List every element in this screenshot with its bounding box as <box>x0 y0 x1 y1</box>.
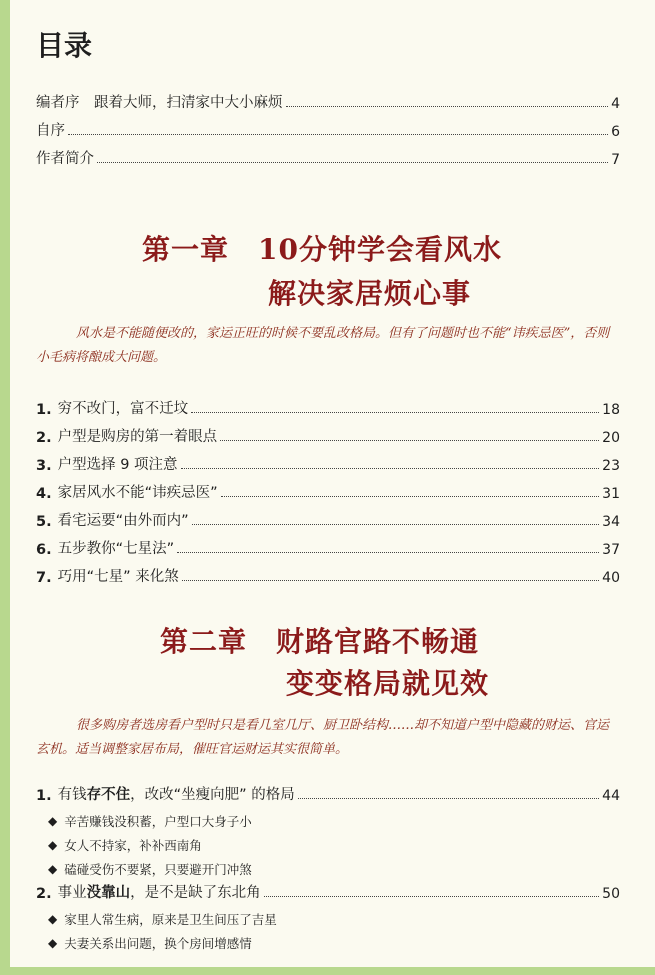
toc-entry[interactable] <box>36 452 620 474</box>
entry-number: 2. <box>36 886 52 902</box>
entry-page: 18 <box>602 402 620 418</box>
entry-label-post: ，改改“坐瘦向肥” 的格局 <box>130 787 295 803</box>
toc-entry[interactable] <box>36 424 620 446</box>
leader-dots <box>221 496 600 497</box>
entry-label: 编者序 跟着大师，扫清家中大小麻烦 <box>36 95 283 111</box>
entry-page: 4 <box>611 96 620 112</box>
entry-label-pre: 事业 <box>57 885 87 901</box>
entry-label-pre: 有钱 <box>57 787 87 803</box>
chapter1-title-line1: 第一章 10分钟学会看风水 <box>142 233 502 266</box>
diamond-bullet-icon: ◆ <box>48 862 58 876</box>
chapter1-title-line2: 解决家居烦心事 <box>268 277 472 310</box>
entry-page: 34 <box>602 514 620 530</box>
chapter2-title-line2: 变变格局就见效 <box>286 667 490 700</box>
toc-entry[interactable] <box>36 480 620 502</box>
sub-entry-label: 家里人常生病，原来是卫生间压了吉星 <box>64 912 277 927</box>
sub-entry-label: 女人不持家，补补西南角 <box>64 838 202 853</box>
entry-page: 44 <box>602 788 620 804</box>
toc-entry[interactable] <box>36 564 620 586</box>
leader-dots <box>298 798 599 799</box>
leader-dots <box>286 106 609 107</box>
toc-entry-author-bio[interactable] <box>36 146 620 168</box>
entry-label: 五步教你“七星法” <box>57 541 175 557</box>
entry-label: 作者简介 <box>36 151 94 167</box>
entry-label: 家居风水不能“讳疾忌医” <box>57 485 218 501</box>
chapter1-intro: 风水是不能随便改的，家运正旺的时候不要乱改格局。但有了问题时也不能“讳疾忌医”，否则小毛病将酿成大问题。 <box>36 326 610 365</box>
entry-number: 3. <box>36 458 52 474</box>
entry-label-post: ，是不是缺了东北角 <box>130 885 261 901</box>
leader-dots <box>191 412 599 413</box>
sub-entry[interactable] <box>48 910 277 928</box>
toc-entry-author-preface[interactable] <box>36 118 620 140</box>
sub-entry-label: 夫妻关系出问题，换个房间增感情 <box>64 936 252 951</box>
entry-label: 户型是购房的第一着眼点 <box>57 429 218 445</box>
entry-page: 31 <box>602 486 620 502</box>
diamond-bullet-icon: ◆ <box>48 814 58 828</box>
entry-page: 23 <box>602 458 620 474</box>
entry-page: 37 <box>602 542 620 558</box>
leader-dots <box>220 440 599 441</box>
entry-label-emphasis: 存不住 <box>86 787 131 803</box>
chapter2-intro: 很多购房者选房看户型时只是看几室几厅、厨卫卧结构……却不知道户型中隐藏的财运、官运玄机。适当调整家居布局，催旺官运财运其实很简单。 <box>36 718 610 757</box>
sub-entry[interactable] <box>48 934 252 952</box>
entry-page: 7 <box>611 152 620 168</box>
entry-label-emphasis: 没靠山 <box>86 885 131 901</box>
toc-entry[interactable] <box>36 782 620 804</box>
entry-label: 自序 <box>36 123 65 139</box>
entry-number: 1. <box>36 402 52 418</box>
leader-dots <box>97 162 608 163</box>
leader-dots <box>182 580 599 581</box>
toc-title: 目录 <box>36 29 93 62</box>
toc-entry[interactable] <box>36 536 620 558</box>
entry-number: 4. <box>36 486 52 502</box>
chapter2-title-line1: 第二章 财路官路不畅通 <box>160 625 480 658</box>
entry-label: 巧用“七星” 来化煞 <box>57 569 179 585</box>
entry-page: 40 <box>602 570 620 586</box>
leader-dots <box>181 468 600 469</box>
entry-label: 看宅运要“由外而内” <box>57 513 189 529</box>
toc-entry-preface[interactable] <box>36 90 620 112</box>
sub-entry[interactable] <box>48 836 202 854</box>
toc-entry[interactable] <box>36 396 620 418</box>
diamond-bullet-icon: ◆ <box>48 912 58 926</box>
entry-page: 50 <box>602 886 620 902</box>
leader-dots <box>192 524 600 525</box>
entry-number: 7. <box>36 570 52 586</box>
sub-entry-label: 辛苦赚钱没积蓄，户型口大身子小 <box>64 814 252 829</box>
diamond-bullet-icon: ◆ <box>48 838 58 852</box>
leader-dots <box>68 134 608 135</box>
entry-page: 20 <box>602 430 620 446</box>
entry-number: 2. <box>36 430 52 446</box>
entry-number: 1. <box>36 788 52 804</box>
entry-label <box>58 881 261 902</box>
entry-label: 穷不改门，富不迁坟 <box>57 401 189 417</box>
entry-number: 5. <box>36 514 52 530</box>
leader-dots <box>177 552 599 553</box>
entry-label <box>58 783 295 804</box>
toc-entry[interactable] <box>36 508 620 530</box>
entry-number: 6. <box>36 542 52 558</box>
leader-dots <box>264 896 600 897</box>
entry-label: 户型选择 9 项注意 <box>57 457 178 473</box>
entry-page: 6 <box>611 124 620 140</box>
sub-entry-label: 磕碰受伤不要紧，只要避开门冲煞 <box>64 862 252 877</box>
toc-entry[interactable] <box>36 880 620 902</box>
sub-entry[interactable] <box>48 860 252 878</box>
diamond-bullet-icon: ◆ <box>48 936 58 950</box>
sub-entry[interactable] <box>48 812 252 830</box>
